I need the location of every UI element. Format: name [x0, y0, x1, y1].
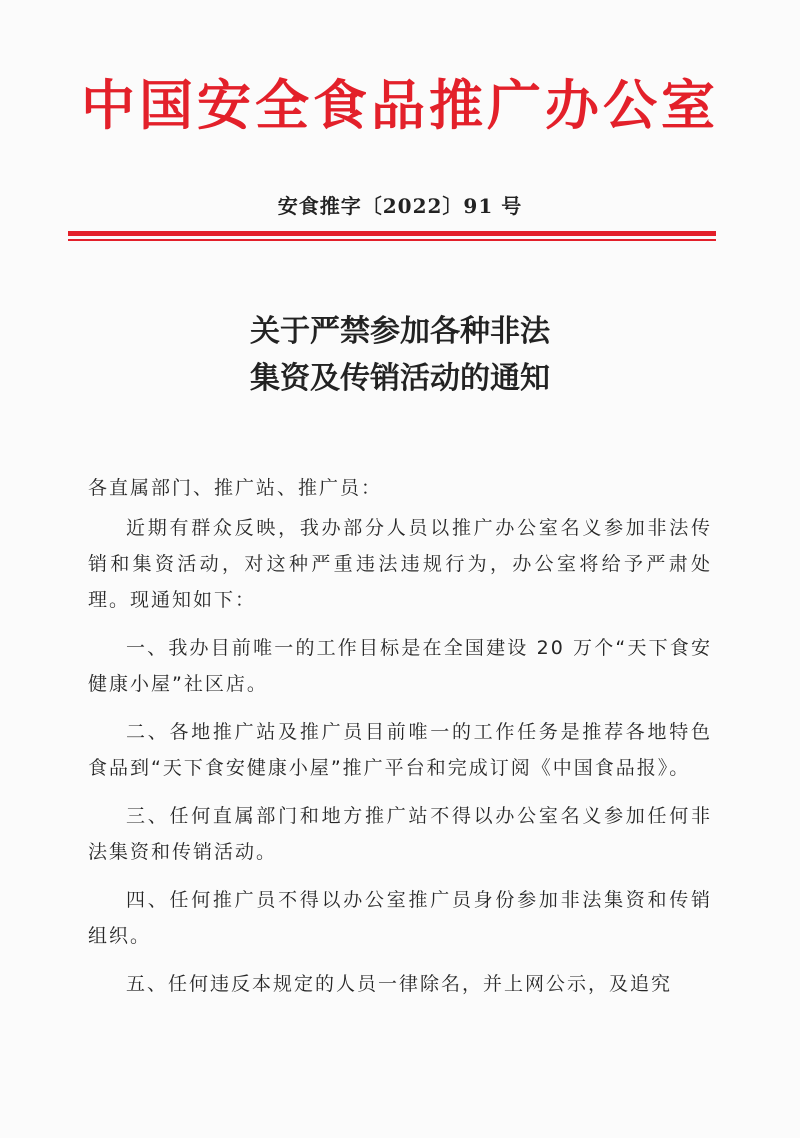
document-number: 安食推字〔2022〕91 号	[277, 194, 523, 218]
notice-item-2: 二、各地推广站及推广员目前唯一的工作任务是推荐各地特色食品到“天下食安健康小屋”推广平台和完成订阅《中国食品报》。	[88, 721, 712, 779]
red-separator-thin	[68, 239, 716, 241]
notice-item-5: 五、任何违反本规定的人员一律除名，并上网公示，及追究	[126, 973, 673, 995]
notice-title-line-2: 集资及传销活动的通知	[250, 361, 550, 396]
notice-title	[0, 308, 800, 402]
intro-paragraph: 近期有群众反映，我办部分人员以推广办公室名义参加非法传销和集资活动，对这种严重违法违规行为，办公室将给予严肃处理。现通知如下：	[88, 517, 712, 611]
organization-header: 中国安全食品推广办公室	[81, 73, 719, 137]
red-separator-thick	[68, 231, 716, 236]
notice-item-4: 四、任何推广员不得以办公室推广员身份参加非法集资和传销组织。	[88, 889, 712, 947]
notice-body	[88, 470, 712, 1002]
notice-item-3: 三、任何直属部门和地方推广站不得以办公室名义参加任何非法集资和传销活动。	[88, 805, 712, 863]
notice-title-line-1: 关于严禁参加各种非法	[250, 314, 550, 349]
notice-item-1: 一、我办目前唯一的工作目标是在全国建设 20 万个“天下食安健康小屋”社区店。	[88, 637, 712, 695]
salutation: 各直属部门、推广站、推广员：	[88, 477, 383, 499]
